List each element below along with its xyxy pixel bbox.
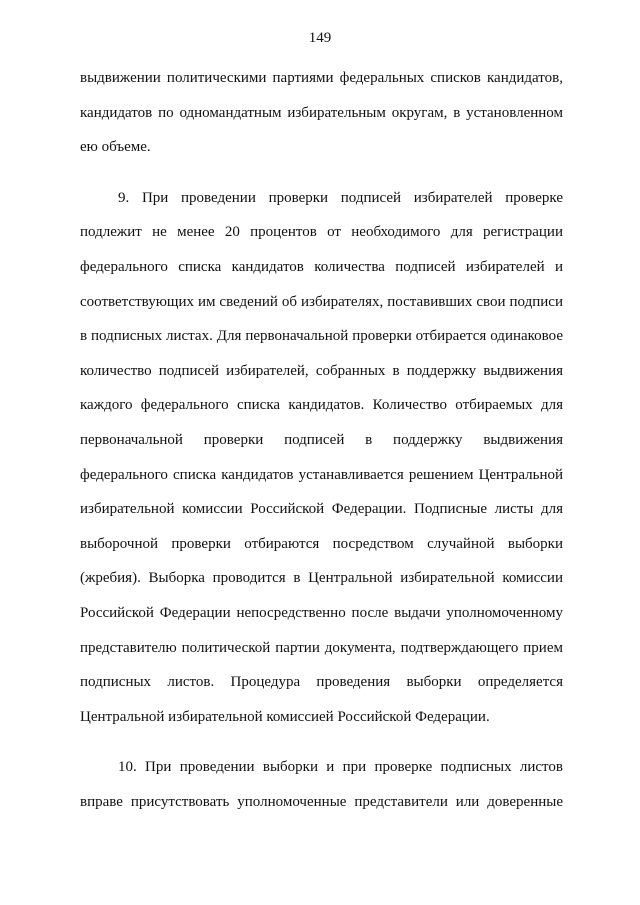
text-line: выдвижении политическими партиями федеральных списков кандидатов, <box>80 70 563 86</box>
paragraph-item-9 <box>80 181 563 735</box>
text-line: первоначальной проверки подписей в поддержку выдвижения <box>80 431 563 448</box>
text-line: 10. При проведении выборки и при проверке подписных листов <box>118 759 563 776</box>
text-line: Центральной избирательной комиссией Российской Федерации. <box>80 708 490 725</box>
text-line: федерального списка кандидатов устанавливается решением Центральной <box>80 466 563 483</box>
text-line: кандидатов по одномандатным избирательным округам, в установленном <box>80 104 563 121</box>
paragraph-continuation <box>80 61 563 165</box>
text-line: избирательной комиссии Российской Федерации. Подписные листы для <box>80 501 563 518</box>
text-line: количество подписей избирателей, собранных в поддержку выдвижения <box>80 362 563 379</box>
text-line: в подписных листах. Для первоначальной проверки отбирается одинаковое <box>80 328 563 345</box>
text-line: ею объеме. <box>80 139 151 156</box>
text-line: каждого федерального списка кандидатов. Количество отбираемых для <box>80 397 563 414</box>
text-line: соответствующих им сведений об избирателях, поставивших свои подписи <box>80 293 563 310</box>
text-line: представителю политической партии документа, подтверждающего прием <box>80 639 563 656</box>
text-line: выборочной проверки отбираются посредством случайной выборки <box>80 535 563 552</box>
document-body <box>80 61 563 819</box>
text-line: подписных листов. Процедура проведения выборки определяется <box>80 674 563 691</box>
text-line: вправе присутствовать уполномоченные представители или доверенные <box>80 793 563 810</box>
paragraph-item-10 <box>80 750 563 819</box>
text-line: 9. При проведении проверки подписей избирателей проверке <box>118 189 563 206</box>
page-number: 149 <box>308 30 332 46</box>
text-line: подлежит не менее 20 процентов от необходимого для регистрации <box>80 224 563 241</box>
text-line: федерального списка кандидатов количества подписей избирателей и <box>80 258 563 275</box>
text-line: Российской Федерации непосредственно после выдачи уполномоченному <box>80 604 563 621</box>
text-line: (жребия). Выборка проводится в Центральной избирательной комиссии <box>80 570 563 587</box>
